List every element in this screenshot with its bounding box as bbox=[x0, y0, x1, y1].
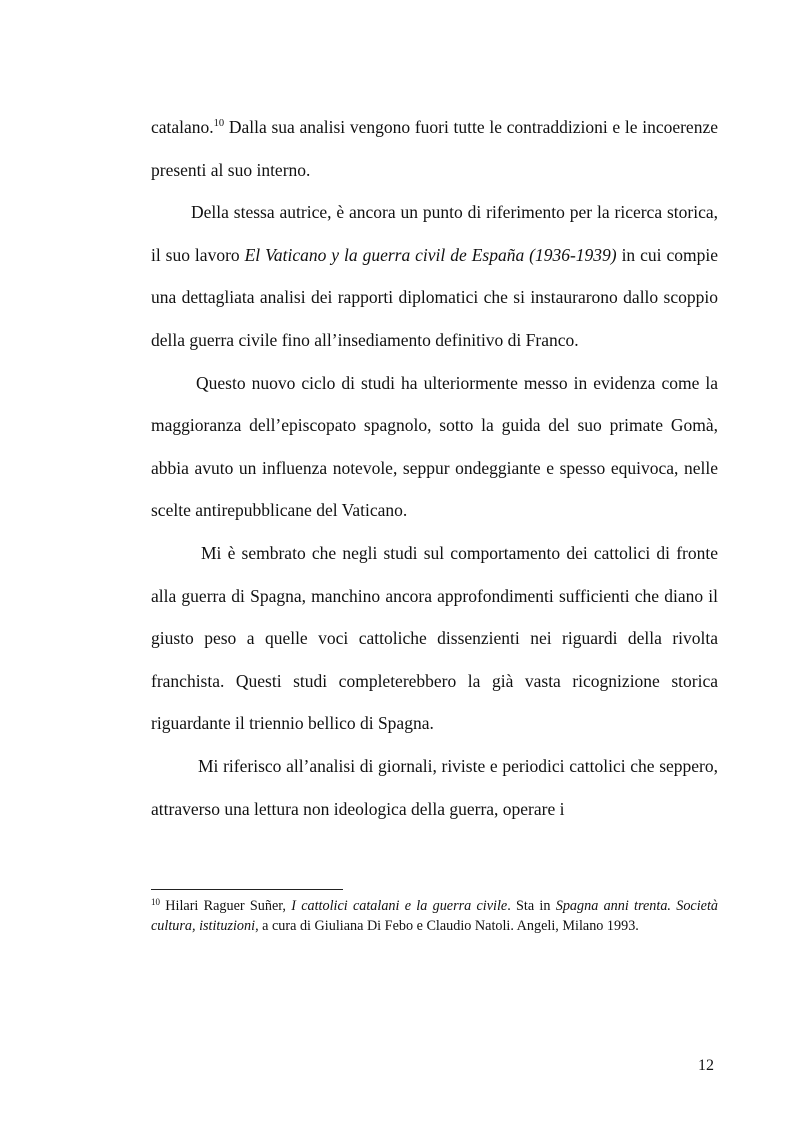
paragraph-1: catalano.$^{10}$ Dalla sua analisi vengono fuori tutte le contraddizioni e le incoerenze presenti al suo interno. bbox=[151, 117, 718, 180]
paragraph-3: Questo nuovo ciclo di studi ha ulteriormente messo in evidenza come la maggioranza dell’episcopato spagnolo, sotto la guida del suo primate Gomà, abbia avuto un influenza notevole, seppur ondeggiante e spesso equivoca, nelle scelte antirepubblicane del Vaticano. bbox=[151, 372, 718, 521]
body-text bbox=[151, 106, 718, 830]
footnote-number: 10 bbox=[151, 897, 160, 907]
book-title: El Vaticano y la guerra civil de España (1936-1939) bbox=[244, 244, 617, 265]
footnote-title: I cattolici catalani e la guerra civile bbox=[291, 898, 508, 914]
paragraph-2: Della stessa autrice, è ancora un punto di riferimento per la ricerca storica, il suo lavoro El Vaticano y la guerra civil de España (1936-1939) in cui compie una dettagliata analisi dei rapporti diplomatici che si instaurarono dallo scoppio della guerra civile fino all’insediamento definitivo di Franco. bbox=[151, 202, 718, 350]
footnote-reference[interactable]: 10 bbox=[213, 118, 225, 129]
footnote-separator bbox=[151, 889, 343, 890]
footnote-source-title: Spagna anni trenta. Società cultura, istituzioni bbox=[151, 898, 718, 934]
page-number: 12 bbox=[698, 1057, 714, 1074]
footnote: $^{10}$ Hilari Raguer Suñer, I cattolici catalani e la guerra civile. Sta in Spagna anni trenta. Società cultura, istituzioni, a cura di Giuliana Di Febo e Claudio Natoli. Angeli, Milano 1993. bbox=[151, 897, 718, 934]
paragraph-4: Mi è sembrato che negli studi sul comportamento dei cattolici di fronte alla guerra di Spagna, manchino ancora approfondimenti sufficienti che diano il giusto peso a quelle voci cattoliche dissenzienti nei riguardi della rivolta franchista. Questi studi completerebbero la già vasta ricognizione storica riguardante il triennio bellico di Spagna. bbox=[151, 542, 718, 734]
paragraph-5: Mi riferisco all’analisi di giornali, riviste e periodici cattolici che seppero, attraverso una lettura non ideologica della guerra, operare i bbox=[151, 755, 718, 819]
